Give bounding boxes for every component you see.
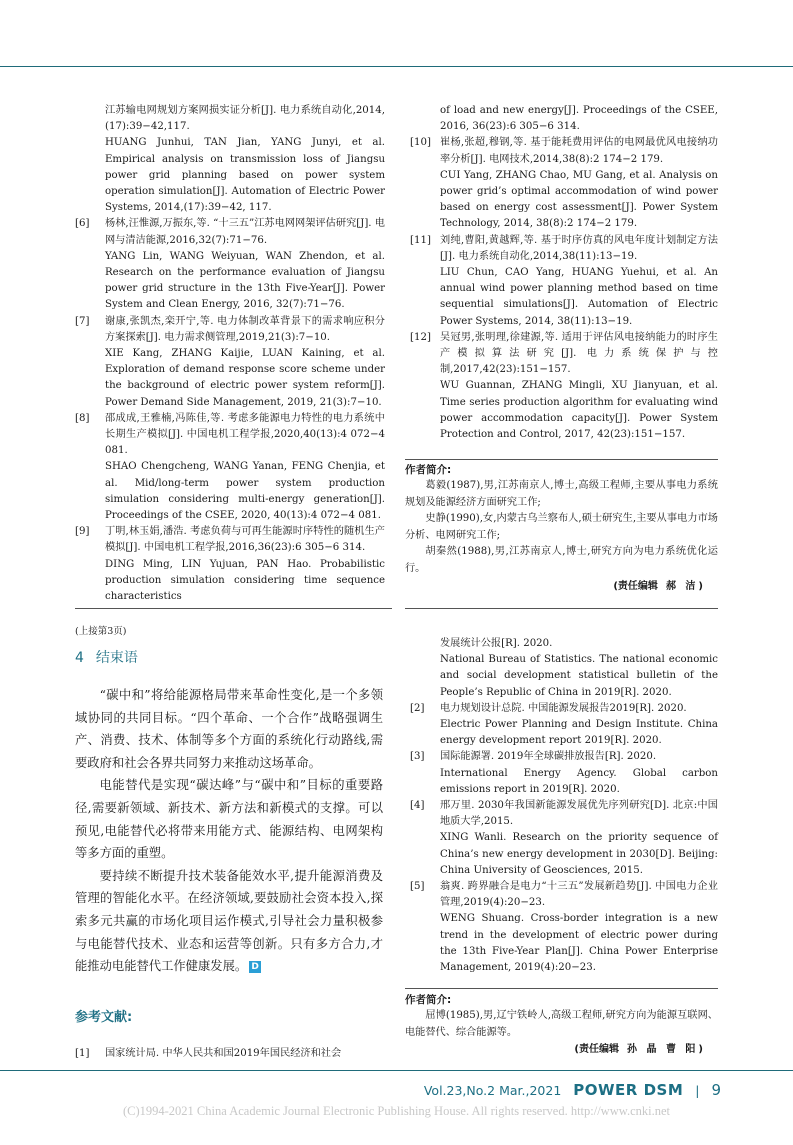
paragraph-last bbox=[75, 865, 383, 978]
section-heading bbox=[75, 648, 383, 668]
ref-number: [7] bbox=[75, 315, 90, 327]
ref-9-continued bbox=[440, 103, 718, 135]
responsible-editor bbox=[405, 578, 718, 596]
article-end-icon: D bbox=[249, 961, 261, 973]
author-divider-1 bbox=[405, 459, 718, 460]
page-number: 9 bbox=[711, 1081, 721, 1099]
ref-3 bbox=[410, 749, 718, 798]
ref-en: XING Wanli. Research on the priority sequence of China’s new energy development in 2030[D]. Beijing: China University of Geosciences, 2015. bbox=[440, 832, 718, 876]
ref-number: [12] bbox=[410, 331, 431, 343]
ref-1 bbox=[75, 1046, 385, 1062]
ref-en: LIU Chun, CAO Yang, HUANG Yuehui, et al. An annual wind power planning method based on time sequential simulations[J]. Automation of Electric Power Systems, 2014, 38(11):13−19. bbox=[440, 267, 718, 327]
ref-zh: 丁明,林玉娟,潘浩. 考虑负荷与可再生能源时序特性的随机生产模拟[J]. 中国电机工程学报,2016,36(23):6 305−6 314. bbox=[105, 526, 385, 554]
ref-en: WU Guannan, ZHANG Mingli, XU Jianyuan, et al. Time series production algorithm for evaluating wind power accommodation capacity[J]. Power System Protection and Control, 2017, 42(23):151−157. bbox=[440, 380, 718, 441]
editor-name: 孙 晶 曹 阳) bbox=[626, 1044, 706, 1056]
responsible-editor bbox=[405, 1041, 718, 1059]
top-left-references bbox=[75, 103, 385, 605]
ref-number: [5] bbox=[410, 881, 425, 893]
ref-zh: 翁爽. 跨界融合是电力“十三五”发展新趋势[J]. 中国电力企业管理,2019(4):20−23. bbox=[440, 881, 718, 909]
ref-10 bbox=[410, 135, 718, 232]
author-divider-2 bbox=[405, 988, 718, 989]
page-footer bbox=[424, 1081, 721, 1099]
author-info-title: 作者简介: bbox=[405, 994, 452, 1006]
ref-en: DING Ming, LIN Yujuan, PAN Hao. Probabilistic production simulation considering time sequence characteristics bbox=[105, 558, 385, 603]
ref-zh: 发展统计公报[R]. 2020. bbox=[440, 638, 553, 649]
top-divider-left bbox=[75, 608, 392, 609]
paragraph: 电能替代是实现“碳达峰”与“碳中和”目标的重要路径,需要新领域、新技术、新方法和新模式的支撑。可以预见,电能替代必将带来用能方式、能源结构、电网架构等多方面的重塑。 bbox=[75, 778, 383, 861]
ref-en: YANG Lin, WANG Weiyuan, WAN Zhendon, et al. Research on the performance evaluation of Jiangsu power grid structure in the 13th Five-Year[J]. Power System and Clean Energy, 2016, 32(7):71−76. bbox=[105, 250, 385, 311]
paragraph-text: 要持续不断提升技术装备能效水平,提升能源消费及管理的智能化水平。在经济领域,要鼓励社会资本投入,探索多元共赢的市场化项目运作模式,引导社会力量积极参与电能替代技术、业态和运营等创新。只有多方合力,才能推动电能替代工作健康发展。 bbox=[75, 868, 383, 974]
ref-number: [3] bbox=[410, 751, 425, 763]
ref-en: National Bureau of Statistics. The national economic and social development statistical bulletin of the People’s Republic of China in 2019[R]. 2020. bbox=[440, 654, 718, 698]
ref-number: [4] bbox=[410, 800, 425, 812]
ref-zh: 谢康,张凯杰,栾开宁,等. 电力体制改革背景下的需求响应积分方案探索[J]. 电力需求侧管理,2019,21(3):7−10. bbox=[105, 315, 385, 343]
ref-en: Electric Power Planning and Design Institute. China energy development report 2019[R]. 2020. bbox=[440, 719, 718, 747]
editor-name: 郝 洁) bbox=[665, 580, 706, 592]
author-info-2 bbox=[405, 992, 718, 1059]
references-heading: 参考文献: bbox=[75, 1010, 133, 1025]
paragraph: “碳中和”将给能源格局带来革命性变化,是一个多领域协同的共同目标。“四个革命、一个合作”战略强调生产、消费、技术、体制等多个方面的系统化行动路线,需要政府和社会各界共同努力来推动这场革命。 bbox=[75, 688, 383, 770]
ref-en: XIE Kang, ZHANG Kaijie, LUAN Kaining, et al. Exploration of demand response score scheme under the background of electric power system reform[J]. Power Demand Side Management, 2019, 21(3):7−10. bbox=[105, 348, 385, 408]
ref-6 bbox=[75, 216, 385, 313]
ref-4 bbox=[410, 798, 718, 879]
author-bio: 史静(1990),女,内蒙古乌兰察布人,硕士研究生,主要从事电力市场分析、电网研究工作; bbox=[405, 513, 718, 541]
copyright-watermark: (C)1994-2021 China Academic Journal Electronic Publishing House. All rights reserved. http://www.cnki.net bbox=[122, 1104, 670, 1118]
ref-zh: 电力规划设计总院. 中国能源发展报告2019[R]. 2020. bbox=[440, 702, 687, 714]
ref-en: CUI Yang, ZHANG Chao, MU Gang, et al. Analysis on power grid’s optimal accommodation of wind power based on energy cost assessment[J]. Power System Technology, 2014, 38(8):2 174−2 179. bbox=[440, 169, 718, 230]
top-divider-right bbox=[405, 608, 718, 609]
author-bio: 葛毅(1987),男,江苏南京人,博士,高级工程师,主要从事电力系统规划及能源经济方面研究工作; bbox=[405, 480, 718, 508]
ref-en: HUANG Junhui, TAN Jian, YANG Junyi, et al. Empirical analysis on transmission loss of Jiangsu power grid planning based on power system operation simulation[J]. Automation of Electric Power Systems, 2014,(17):39−42, 117. bbox=[105, 137, 385, 214]
ref-en: SHAO Chengcheng, WANG Yanan, FENG Chenjia, et al. Mid/long-term power system production simulation considering multi-energy generation[J]. Proceedings of the CSEE, 2020, 40(13):4 072−4 081. bbox=[105, 461, 385, 522]
section-number: 4 bbox=[75, 650, 84, 666]
footer-separator: | bbox=[695, 1083, 700, 1098]
ref-en: of load and new energy[J]. Proceedings of the CSEE, 2016, 36(23):6 305−6 314. bbox=[440, 105, 718, 133]
ref-en: International Energy Agency. Global carbon emissions report in 2019[R]. 2020. bbox=[440, 767, 718, 795]
author-info-1 bbox=[405, 462, 718, 596]
ref-9 bbox=[75, 524, 385, 605]
ref-7 bbox=[75, 314, 385, 411]
conclusion-section bbox=[75, 648, 383, 978]
ref-number: [6] bbox=[75, 218, 90, 230]
ref-number: [10] bbox=[410, 137, 431, 149]
ref-5 bbox=[410, 879, 718, 976]
author-bio: 屈博(1985),男,辽宁铁岭人,高级工程师,研究方向为能源互联网、电能替代、综合能源等。 bbox=[405, 1010, 718, 1038]
ref-zh: 邢万里. 2030年我国新能源发展优先序列研究[D]. 北京:中国地质大学,2015. bbox=[440, 800, 718, 828]
bottom-right-references bbox=[410, 636, 718, 976]
footer-rule bbox=[0, 1070, 793, 1071]
ref-zh: 邵成成,王雅楠,冯陈佳,等. 考虑多能源电力特性的电力系统中长期生产模拟[J]. 中国电机工程学报,2020,40(13):4 072−4 081. bbox=[105, 412, 385, 457]
ref-zh: 吴冠男,张明理,徐建源,等. 适用于评估风电接纳能力的时序生产模拟算法研究[J]. 电力系统保护与控制,2017,42(23):151−157. bbox=[440, 331, 718, 376]
ref-zh: 崔杨,张超,穆钢,等. 基于能耗费用评估的电网最优风电接纳功率分析[J]. 电网技术,2014,38(8):2 174−2 179. bbox=[440, 137, 718, 165]
continued-from-note: (上接第3页) bbox=[75, 626, 127, 637]
ref-zh: 国际能源署. 2019年全球碳排放报告[R]. 2020. bbox=[440, 751, 657, 763]
ref-number: [11] bbox=[410, 234, 431, 246]
ref-8 bbox=[75, 411, 385, 524]
editor-label: (责任编辑 bbox=[613, 580, 658, 592]
ref-number: [8] bbox=[75, 412, 90, 424]
ref-2 bbox=[410, 701, 718, 750]
journal-brand: POWER DSM bbox=[573, 1081, 684, 1099]
ref-number: [9] bbox=[75, 526, 90, 538]
bottom-left-references bbox=[75, 1046, 385, 1062]
ref-number: [1] bbox=[75, 1048, 90, 1059]
journal-volume: Vol.23,No.2 Mar.,2021 bbox=[423, 1083, 562, 1098]
ref-zh: 国家统计局. 中华人民共和国2019年国民经济和社会 bbox=[105, 1048, 342, 1059]
header-rule bbox=[0, 66, 793, 67]
ref-zh: 江苏输电网规划方案网损实证分析[J]. 电力系统自动化,2014,(17):39−42,117. bbox=[105, 105, 385, 133]
ref-5-continued bbox=[105, 103, 385, 216]
ref-1-continued bbox=[440, 636, 718, 701]
ref-12 bbox=[410, 330, 718, 443]
ref-zh: 杨林,汪惟源,万振东,等. “十三五”江苏电网网架评估研究[J]. 电网与清洁能源,2016,32(7):71−76. bbox=[105, 218, 385, 246]
editor-label: (责任编辑 bbox=[574, 1044, 619, 1056]
top-right-references bbox=[410, 103, 718, 443]
ref-number: [2] bbox=[410, 702, 425, 714]
ref-en: WENG Shuang. Cross-border integration is a new trend in the development of electric power during the 13th Five-Year Plan[J]. China Power Enterprise Management, 2019(4):20−23. bbox=[440, 913, 718, 974]
ref-11 bbox=[410, 233, 718, 330]
author-bio: 胡秦然(1988),男,江苏南京人,博士,研究方向为电力系统优化运行。 bbox=[405, 546, 718, 574]
author-info-title: 作者简介: bbox=[405, 464, 452, 476]
ref-zh: 刘纯,曹阳,黄越辉,等. 基于时序仿真的风电年度计划制定方法[J]. 电力系统自动化,2014,38(11):13−19. bbox=[440, 234, 718, 262]
section-title: 结束语 bbox=[95, 650, 138, 666]
